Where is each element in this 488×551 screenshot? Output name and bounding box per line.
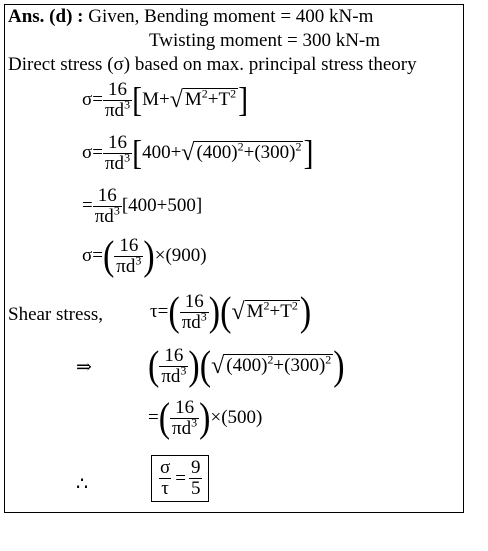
paren-open: ( — [102, 233, 115, 279]
sqrt-body — [245, 300, 300, 322]
numerator: σ — [160, 457, 171, 478]
sqrt-expression — [231, 299, 299, 326]
value-900: (900) — [165, 244, 207, 266]
paren-open: ( — [148, 343, 160, 389]
value-300-paren: (300) — [284, 354, 326, 376]
value-500: (500) — [221, 406, 263, 428]
value-400: 400 — [142, 141, 171, 163]
denominator — [170, 415, 199, 439]
plus-sign: + — [170, 141, 182, 163]
numerator: 16 — [97, 185, 117, 206]
bracket-open: [ — [132, 80, 143, 119]
pi-d: πd — [161, 366, 181, 387]
sqrt-icon: √ — [231, 299, 245, 325]
numerator: 16 — [164, 345, 184, 366]
fraction-16-pid3 — [180, 292, 209, 333]
sqrt-body — [183, 88, 238, 110]
numerator: 16 — [175, 397, 195, 418]
bracket-open: [ — [132, 133, 143, 172]
plus-sign: + — [273, 354, 285, 376]
denominator — [93, 203, 122, 227]
exponent: 3 — [124, 150, 131, 165]
paren-open: ( — [158, 395, 171, 441]
exponent: 2 — [295, 139, 302, 154]
pi-d: πd — [181, 312, 201, 333]
denominator — [180, 309, 209, 333]
exponent: 2 — [263, 298, 270, 313]
plus-sign: + — [269, 300, 281, 322]
denominator: τ — [161, 478, 169, 499]
value-400: 400 — [128, 194, 157, 216]
exponent: 3 — [180, 363, 187, 378]
value-400-paren: (400) — [226, 354, 268, 376]
bracket-close: ] — [195, 194, 203, 216]
paren-open: ( — [220, 289, 232, 335]
numerator: 16 — [108, 79, 128, 100]
exponent: 2 — [325, 352, 332, 367]
denominator: 5 — [190, 478, 201, 499]
pi-d: πd — [172, 418, 192, 439]
answer-label: Ans. (d) : — [8, 6, 84, 27]
equals-sign: = — [92, 244, 103, 266]
var-t: T — [218, 88, 231, 110]
final-result-box — [151, 455, 209, 502]
value-400-paren: (400) — [196, 141, 238, 163]
equals-sign: = — [82, 194, 93, 216]
shear-stress-label: Shear stress, — [8, 304, 103, 325]
equation-2 — [82, 133, 313, 174]
fraction-16-pid3 — [159, 346, 188, 387]
sqrt-expression — [181, 140, 303, 167]
plus-sign: + — [207, 88, 219, 110]
var-m: M — [184, 88, 202, 110]
paren-close: ) — [143, 233, 155, 279]
exponent: 2 — [230, 86, 237, 101]
exponent: 3 — [124, 97, 131, 112]
given-bending-moment: Given, Bending moment = 400 kN-m — [88, 6, 374, 27]
pi-d: πd — [116, 256, 136, 277]
fraction-9-5 — [189, 458, 203, 499]
tau-symbol: τ — [150, 300, 158, 322]
exponent: 2 — [237, 139, 244, 154]
fraction-16-pid3 — [103, 133, 132, 174]
sqrt-body — [224, 354, 333, 376]
equals-sign: = — [92, 88, 103, 110]
var-t: T — [280, 300, 292, 322]
equals-sign: = — [157, 300, 169, 322]
paren-close: ) — [333, 343, 345, 389]
paren-close: ) — [208, 289, 221, 335]
therefore-symbol: ∴ — [76, 474, 89, 495]
given-line — [8, 6, 373, 28]
equation-3 — [82, 186, 202, 227]
fraction-16-pid3 — [114, 236, 143, 277]
var-m: M — [142, 88, 159, 110]
pi-d: πd — [94, 206, 114, 227]
paren-close: ) — [299, 289, 312, 335]
equals-sign: = — [92, 141, 103, 163]
denominator — [114, 253, 143, 277]
equation-1 — [82, 80, 248, 121]
paren-open: ( — [168, 289, 180, 335]
equals-sign: = — [175, 467, 186, 489]
fraction-16-pid3 — [103, 80, 132, 121]
paren-close: ) — [188, 343, 200, 389]
exponent: 3 — [200, 309, 207, 324]
sqrt-icon: √ — [211, 353, 225, 379]
paren-close: ) — [199, 395, 211, 441]
sqrt-icon: √ — [181, 140, 195, 166]
plus-sign: + — [243, 141, 255, 163]
numerator: 16 — [119, 235, 139, 256]
exponent: 3 — [135, 253, 142, 268]
times-sign: × — [154, 244, 166, 266]
numerator: 9 — [190, 457, 201, 478]
bracket-close: ] — [303, 133, 314, 172]
sigma-symbol: σ — [82, 88, 93, 110]
sigma-symbol: σ — [82, 244, 93, 266]
sqrt-body — [194, 141, 303, 163]
exponent: 2 — [291, 298, 298, 313]
equals-sign: = — [148, 406, 159, 428]
equation-6 — [148, 343, 345, 389]
numerator: 16 — [184, 291, 204, 312]
bracket-open: [ — [121, 194, 129, 216]
value-500: 500 — [167, 194, 196, 216]
value-300-paren: (300) — [254, 141, 296, 163]
sqrt-expression — [170, 87, 238, 114]
bracket-close: ] — [238, 80, 249, 119]
implies-symbol: ⇒ — [76, 357, 92, 378]
paren-open: ( — [199, 343, 212, 389]
twisting-moment-line: Twisting moment = 300 kN-m — [149, 30, 381, 51]
plus-sign: + — [156, 194, 168, 216]
exponent: 3 — [191, 415, 198, 430]
fraction-16-pid3 — [170, 398, 199, 439]
times-sign: × — [210, 406, 222, 428]
denominator — [159, 363, 188, 387]
sqrt-icon: √ — [169, 87, 183, 113]
equation-5 — [150, 289, 312, 335]
sqrt-expression — [211, 353, 333, 380]
fraction-16-pid3 — [93, 186, 122, 227]
boxed-result — [151, 455, 209, 502]
denominator — [103, 150, 132, 174]
pi-d: πd — [104, 100, 125, 121]
plus-sign: + — [158, 88, 170, 110]
equation-4 — [82, 233, 207, 279]
denominator — [103, 97, 132, 121]
fraction-sigma-tau — [158, 458, 172, 499]
sigma-symbol: σ — [82, 141, 93, 163]
var-m: M — [246, 300, 264, 322]
direct-stress-heading: Direct stress (σ) based on max. principal stress theory — [8, 54, 417, 75]
exponent: 2 — [201, 86, 208, 101]
exponent: 2 — [267, 352, 274, 367]
exponent: 3 — [113, 203, 120, 218]
pi-d: πd — [104, 153, 125, 174]
equation-7 — [148, 395, 263, 441]
numerator: 16 — [108, 132, 128, 153]
